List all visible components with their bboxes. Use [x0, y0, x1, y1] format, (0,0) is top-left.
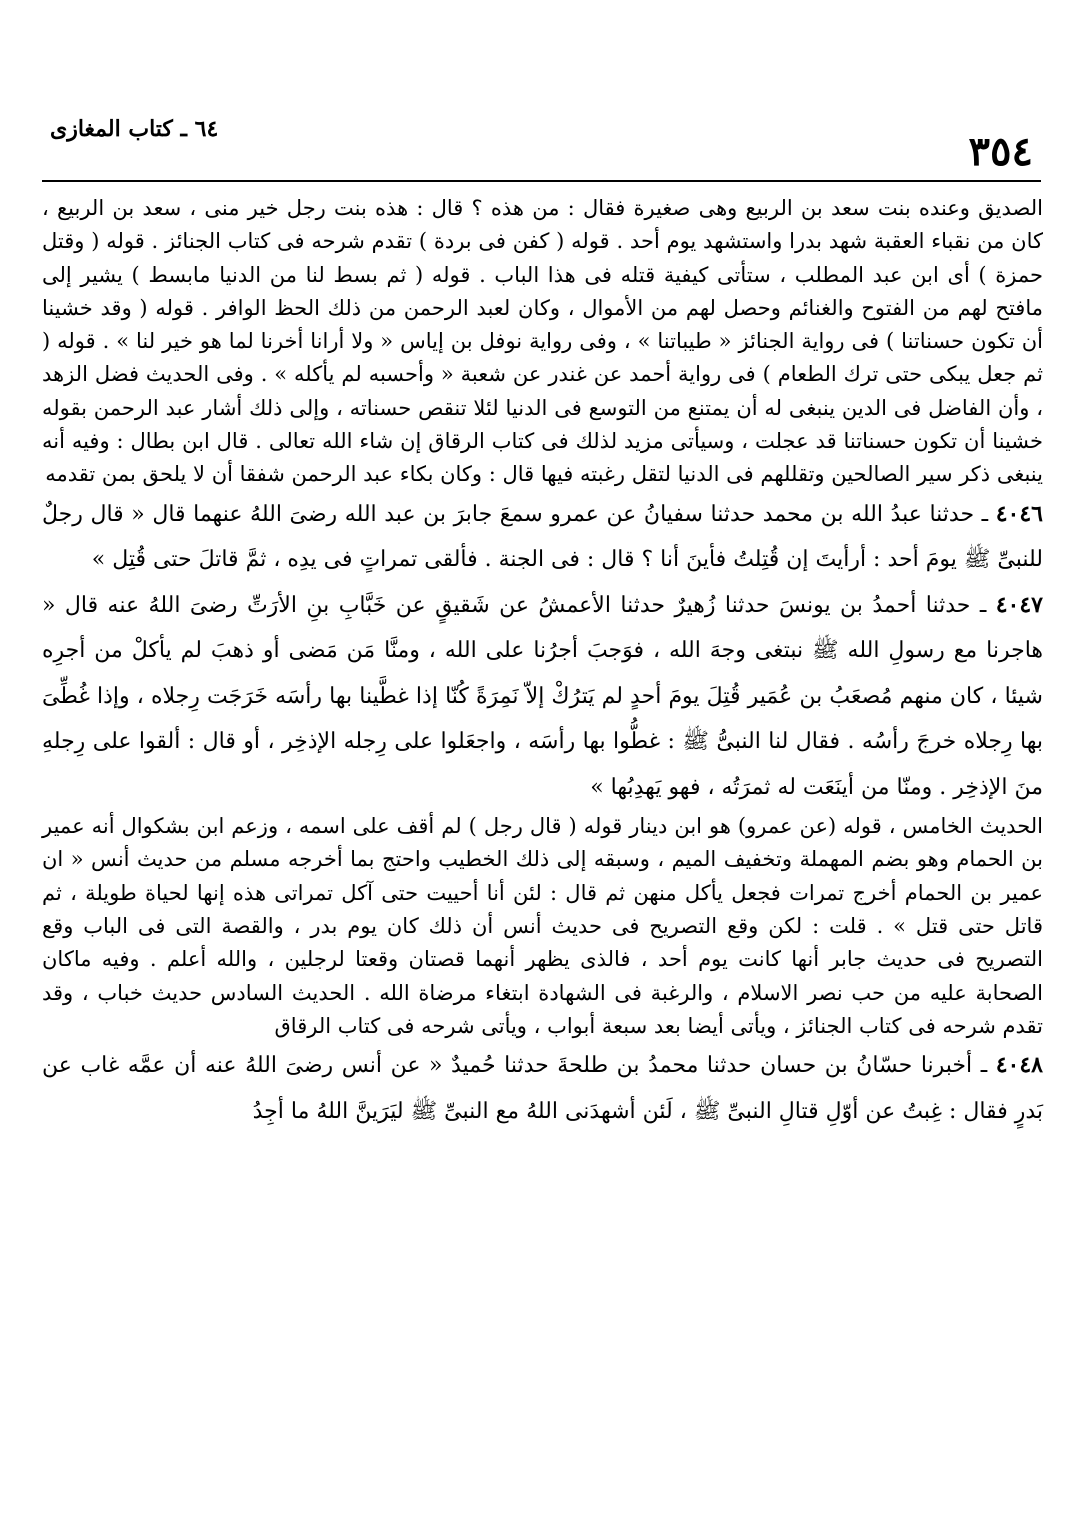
page-header [40, 98, 1043, 175]
hadith-text: ـ أخبرنا حسّانُ بن حسان حدثنا محمدُ بن طلحةَ حدثنا حُميدٌ « عن أنس رضىَ اللهُ عنه أن عمَّه غاب عن بَدرٍ فقال : غِبتُ عن أوّلِ قتالِ النبىِّ ﷺ ، لَئن أشهدَنى اللهُ مع النبىِّ ﷺ ليَرَينَّ اللهُ ما أجِدُ [42, 1053, 1043, 1124]
commentary-paragraph: الصديق وعنده بنت سعد بن الربيع وهى صغيرة فقال : من هذه ؟ قال : هذه بنت رجل خير منى ، سعد بن الربيع ، كان من نقباء العقبة شهد بدرا واستشهد يوم أحد . قوله ( كفن فى بردة ) تقدم شرحه فى كتاب الجنائز . قوله ( وقتل حمزة ) أى ابن عبد المطلب ، ستأتى كيفية قتله فى هذا الباب . قوله ( ثم بسط لنا من الدنيا مابسط ) يشير إلى مافتح لهم من الفتوح والغنائم وحصل لهم من الأموال ، وكان لعبد الرحمن من ذلك الحظ الوافر . قوله ( وقد خشينا أن تكون حسناتنا ) فى رواية الجنائز « طيباتنا » ، وفى رواية نوفل بن إياس « ولا أرانا أخرنا لما هو خير لنا » . قوله ( ثم جعل يبكى حتى ترك الطعام ) فى رواية أحمد عن غندر عن شعبة « وأحسبه لم يأكله » . وفى الحديث فضل الزهد ، وأن الفاضل فى الدين ينبغى له أن يمتنع من التوسع فى الدنيا لئلا تنقص حسناته ، وإلى ذلك أشار عبد الرحمن بقوله خشينا أن تكون حسناتنا قد عجلت ، وسيأتى مزيد لذلك فى كتاب الرقاق إن شاء الله تعالى . قال ابن بطال : وفيه أنه ينبغى ذكر سير الصالحين وتقللهم فى الدنيا لتقل رغبته فيها قال : وكان بكاء عبد الرحمن شفقا أن لا يلحق بمن تقدمه [42, 196, 1043, 487]
hadith-text: ـ حدثنا عبدُ الله بن محمد حدثنا سفيانُ عن عمرو سمعَ جابرَ بن عبد الله رضىَ اللهُ عنهما قال « قال رجلٌ للنبىِّ ﷺ يومَ أحد : أرأيتَ إن قُتِلتُ فأينَ أنا ؟ قال : فى الجنة . فألقى تمراتٍ فى يدِه ، ثمَّ قاتلَ حتى قُتِل » [42, 501, 1043, 573]
header-rule [42, 180, 1041, 182]
page-number: ٣٥٤ [968, 128, 1033, 175]
body-text [42, 192, 1043, 1134]
hadith-number: ٤٠٤٨ [995, 1052, 1043, 1079]
running-title: ٦٤ ـ كتاب المغازى [50, 116, 219, 142]
hadith-paragraph [42, 492, 1043, 583]
hadith-number: ٤٠٤٦ [995, 500, 1043, 527]
hadith-text: ـ حدثنا أحمدُ بن يونسَ حدثنا زُهيرٌ حدثنا الأعمشُ عن شَقيقٍ عن خَبَّابِ بنِ الأرَتِّ رضىَ اللهُ عنه قال « هاجرنا مع رسولِ الله ﷺ نبتغى وجهَ الله ، فوَجبَ أجرُنا على الله ، ومنَّا مَن مَضى أو ذهبَ لم يأكلْ من أجرِه شيئا ، كان منهم مُصعَبُ بن عُمَير قُتِلَ يومَ أحدٍ لم يَترُكْ إلاّ نَمِرَةً كُنّا إذا غطَّينا بها رأسَه خَرَجَت رِجلاه ، وإذا غُطِّىَ بها رِجلاه خرجَ رأسُه . فقال لنا النبىُّ ﷺ : غطُّوا بها رأسَه ، واجعَلوا على رِجله الإذخِر ، أو قال : ألقوا على رِجلهِ منَ الإذخِر . ومنّا من أينَعَت له ثمرَتُه ، فهو يَهدِبُها » [42, 592, 1043, 800]
hadith-number: ٤٠٤٧ [995, 591, 1043, 618]
hadith-paragraph [42, 583, 1043, 811]
commentary-paragraph: الحديث الخامس ، قوله (عن عمرو) هو ابن دينار قوله ( قال رجل ) لم أقف على اسمه ، وزعم ابن بشكوال أنه عمير بن الحمام وهو بضم المهملة وتخفيف الميم ، وسبقه إلى ذلك الخطيب واحتج بما أخرجه مسلم من حديث أنس « ان عمير بن الحمام أخرج تمرات فجعل يأكل منهن ثم قال : لئن أنا أحييت حتى آكل تمراتى هذه إنها لحياة طويلة ، ثم قاتل حتى قتل » . قلت : لكن وقع التصريح فى حديث أنس أن ذلك كان يوم بدر ، والقصة التى فى الباب وقع التصريح فى حديث جابر أنها كانت يوم أحد ، فالذى يظهر أنهما قصتان وقعتا لرجلين ، والله أعلم . وفيه ماكان الصحابة عليه من حب نصر الاسلام ، والرغبة فى الشهادة ابتغاء مرضاة الله . الحديث السادس حديث خباب ، وقد تقدم شرحه فى كتاب الجنائز ، ويأتى أيضا بعد سبعة أبواب ، ويأتى شرحه فى كتاب الرقاق [42, 814, 1044, 1038]
hadith-paragraph [42, 1043, 1043, 1134]
